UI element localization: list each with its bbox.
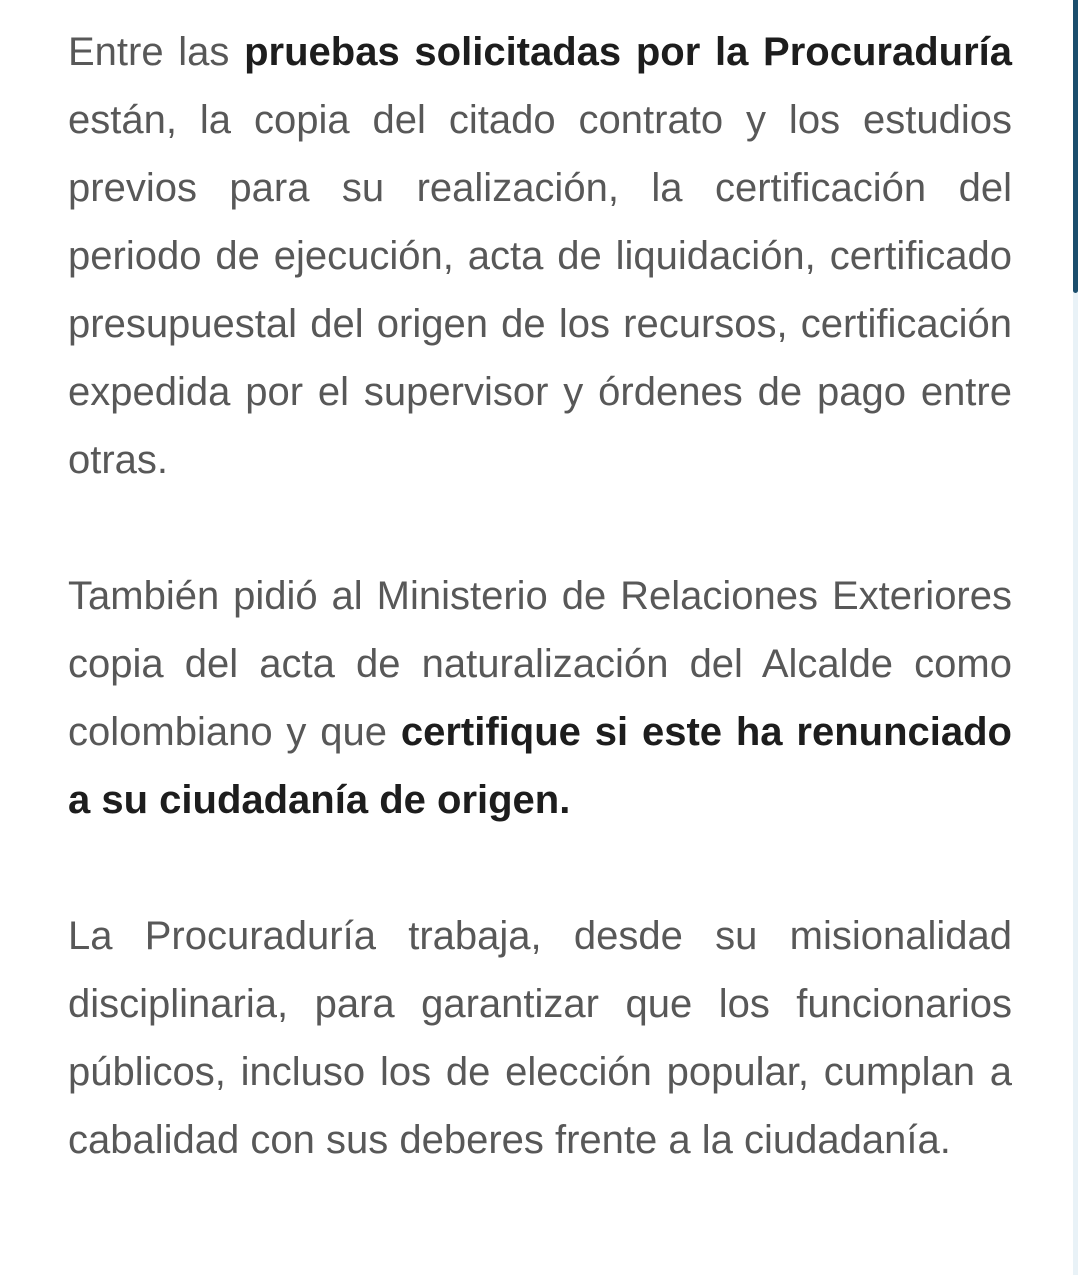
text-run: También pidió al Ministerio de Relaciones Exteriores copia del acta de naturalización del Alcalde como colombiano y que	[68, 574, 1012, 754]
text-run-bold: pruebas solicitadas por la Procuraduría	[244, 30, 1013, 74]
paragraph	[68, 902, 1012, 1174]
text-run-bold: certifique si este ha renunciado a su ciudadanía de origen.	[68, 710, 1012, 822]
text-run: La Procuraduría trabaja, desde su misionalidad disciplinaria, para garantizar que los funcionarios públicos, incluso los de elección popular, cumplan a cabalidad con sus deberes frente a la ciudadanía.	[68, 914, 1012, 1162]
text-run: están, la copia del citado contrato y los estudios previos para su realización, la certificación del periodo de ejecución, acta de liquidación, certificado presupuestal del origen de los recursos, certificación expedida por el supervisor y órdenes de pago entre otras.	[68, 98, 1012, 482]
scrollbar	[1072, 0, 1078, 1275]
scrollbar-thumb[interactable]	[1073, 0, 1078, 293]
paragraph	[68, 562, 1012, 834]
text-run: Entre las	[68, 30, 245, 74]
paragraph	[68, 18, 1012, 494]
